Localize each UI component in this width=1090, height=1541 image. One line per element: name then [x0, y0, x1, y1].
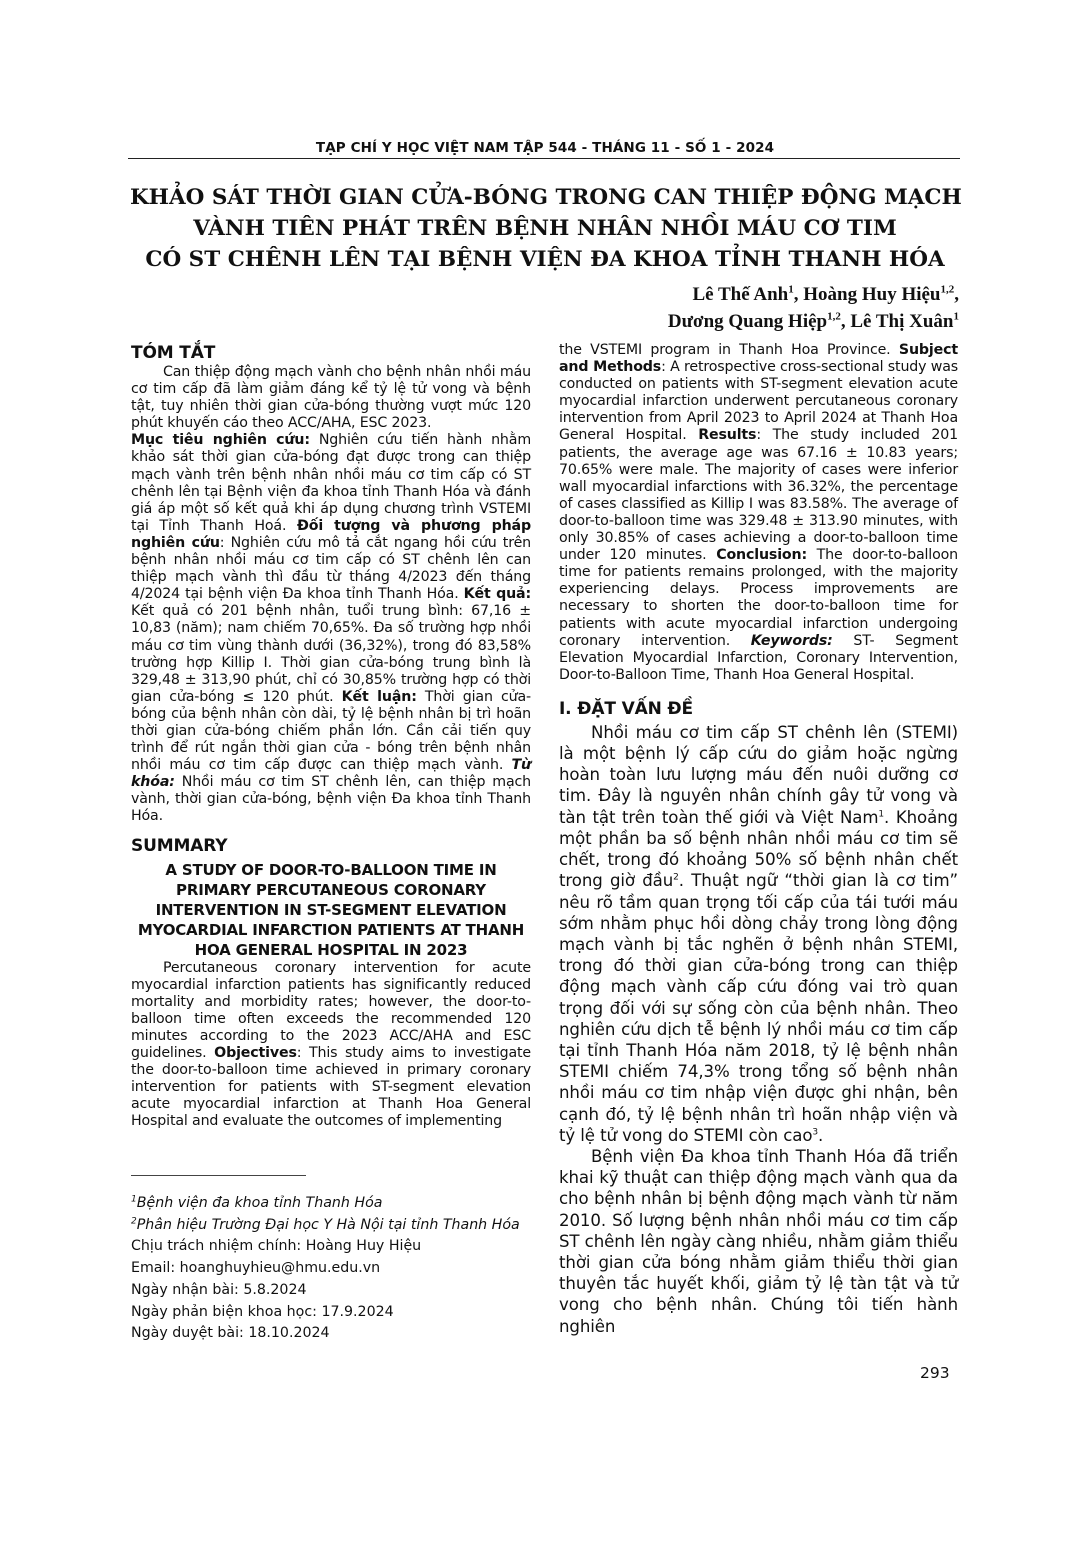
footnote-affiliation-2	[131, 1215, 531, 1237]
affiliation-marker: 1	[953, 310, 959, 323]
author-separator: ,	[793, 284, 804, 305]
objective-label: Mục tiêu nghiên cứu:	[131, 432, 310, 449]
footnote-affiliation-1	[131, 1193, 531, 1215]
page-number: 293	[920, 1364, 950, 1382]
abstract-vi-intro: Can thiệp động mạch vành cho bệnh nhân nhồi máu cơ tim cấp đã làm giảm đáng kể tỷ lệ tử vong và bệnh tật, tuy nhiên thời gian cửa-bóng thường vượt mức 120 phút khuyến cáo theo ACC/AHA, ESC 2023.	[131, 364, 531, 432]
methods-text: : A retrospective cross-sectional study was conducted on patients with ST-segment elevation acute myocardial infarction underwent percutaneous coronary intervention from April 2023 to April 2024 at Thanh Hoa General Hospital.	[559, 359, 959, 444]
citation-marker: 1	[878, 809, 885, 820]
left-column	[131, 342, 531, 1130]
author-separator: ,	[840, 311, 851, 332]
footnote-text: Phân hiệu Trường Đại học Y Hà Nội tại tỉnh Thanh Hóa	[136, 1216, 520, 1233]
author-name: Lê Thị Xuân	[850, 311, 954, 332]
author-list	[668, 281, 959, 335]
keywords-text: Nhồi máu cơ tim ST chênh lên, can thiệp mạch vành, thời gian cửa-bóng, bệnh viện Đa khoa tỉnh Thanh Hóa.	[131, 774, 531, 825]
intro-text: Nhồi máu cơ tim cấp ST chênh lên (STEMI) là một bệnh lý cấp cứu do giảm hoặc ngừng hoàn toàn lưu lượng máu đến nuôi dưỡng cơ tim. Đây là nguyên nhân chính gây tử vong và tàn tật trên toàn thế giới và Việt Nam	[559, 722, 958, 827]
affiliation-marker: 1	[788, 283, 794, 296]
objective-text: Nghiên cứu tiến hành nhằm khảo sát thời gian cửa-bóng đạt được trong can thiệp mạch vành trên bệnh nhân nhồi máu cơ tim cấp có ST chênh lên tại Bệnh viện đa khoa tỉnh Thanh Hóa và đánh giá áp một số kết quả khi áp dụng chương trình VSTEMI tại Tỉnh Thanh Hoá.	[131, 432, 531, 534]
objectives-label: Objectives	[214, 1045, 297, 1061]
footnote-text: Bệnh viện đa khoa tỉnh Thanh Hóa	[136, 1195, 383, 1211]
footnote-divider	[131, 1175, 306, 1176]
result-label: Kết quả:	[463, 586, 531, 603]
right-column	[559, 342, 958, 1337]
intro-text: . Khoảng một phần ba số bệnh nhân nhồi máu cơ tim sẽ chết, trong đó khoảng 50% số bệnh nhân chết trong giờ đầu	[559, 807, 958, 891]
affiliation-marker: 1,2	[827, 310, 841, 323]
title-line: CÓ ST CHÊNH LÊN TẠI BỆNH VIỆN ĐA KHOA TỈNH THANH HÓA	[145, 247, 945, 272]
result-text: Kết quả có 201 bệnh nhân, tuổi trung bình: 67,16 ± 10,83 (năm); nam chiếm 70,65%. Đa số trường hợp nhồi máu cơ tim vùng thành dưới (36,32%), trong đó 83,58% trường hợp Killip I. Thời gian cửa-bóng trung bình là 329,48 ± 313,90 phút, chỉ có 30,85% trường hợp có thời gian cửa-bóng ≤ 120 phút.	[131, 603, 531, 705]
date-accepted: Ngày duyệt bài: 18.10.2024	[131, 1325, 330, 1342]
summary-cont-text: the VSTEMI program in Thanh Hoa Province.	[559, 342, 899, 358]
footnote-marker: 2	[131, 1215, 137, 1226]
objectives-text: : This study aims to investigate the door-to-balloon time achieved in primary coronary intervention for patients with ST-segment elevation acute myocardial infarction at Thanh Hoa General Hospital and evaluate the outcomes of implementing	[131, 1045, 532, 1130]
methods-label: Subject and Methods	[559, 342, 958, 376]
email: Email: hoanghuyhieu@hmu.edu.vn	[131, 1260, 381, 1277]
article-title	[130, 182, 960, 275]
date-received: Ngày nhận bài: 5.8.2024	[131, 1281, 307, 1298]
intro-heading: I. ĐẶT VẤN ĐỀ	[559, 698, 693, 719]
summary-heading: SUMMARY	[131, 835, 228, 856]
keywords-label: Từ khóa:	[131, 757, 531, 791]
author-name: Hoàng Huy Hiệu	[803, 284, 941, 305]
intro-paragraph-1	[559, 722, 958, 1146]
summary-continued	[559, 342, 958, 684]
citation-marker: 3	[812, 1127, 819, 1138]
footnotes	[131, 1193, 531, 1345]
date-reviewed: Ngày phản biện khoa học: 17.9.2024	[131, 1303, 394, 1320]
results-text: : The study included 201 patients, the average age was 67.16 ± 10.83 years; 70.65% were male. The majority of cases were inferior wall myocardial infarctions with 36.32%, the percentage of cases classified as Killip I was 83.58%. The average of door-to-balloon time was 329.48 ± 313.90 minutes, with only 30.85% of cases achieving a door-to-balloon time under 120 minutes.	[559, 427, 958, 564]
author-name: Lê Thế Anh	[692, 284, 789, 305]
summary-intro-text: Percutaneous coronary intervention for acute myocardial infarction patients has significantly reduced mortality and morbidity rates; however, the door-to-balloon time often exceeds the recommended 120 minutes according to the 2023 ACC/AHA and ESC guidelines.	[131, 959, 531, 1061]
journal-header: TẠP CHÍ Y HỌC VIỆT NAM TẬP 544 - THÁNG 11 - SỐ 1 - 2024	[315, 140, 775, 156]
affiliation-marker: 1,2	[940, 283, 955, 296]
author-name: Dương Quang Hiệp	[667, 311, 828, 332]
method-text: : Nghiên cứu mô tả cắt ngang hồi cứu trên bệnh nhân nhồi máu cơ tim cấp có ST chênh lên can thiệp mạch vành thì đầu từ tháng 4/2023 đến tháng 4/2024 tại bệnh viện Đa khoa tỉnh Thanh Hóa.	[131, 534, 531, 603]
summary-title: A STUDY OF DOOR-TO-BALLOON TIME IN PRIMARY PERCUTANEOUS CORONARY INTERVENTION IN ST-SEGMENT ELEVATION MYOCARDIAL INFARCTION PATIENTS AT THANH HOA GENERAL HOSPITAL IN 2023	[137, 860, 525, 959]
intro-paragraph-2: Bệnh viện Đa khoa tỉnh Thanh Hóa đã triển khai kỹ thuật can thiệp động mạch vành qua da cho bệnh nhân bị bệnh động mạch vành từ năm 2010. Số lượng bệnh nhân nhồi máu cơ tim cấp ST chênh lên ngày càng nhiều, nhằm giảm thiểu thời gian cửa bóng nhằm giảm thiểu thời gian thuyên tắc huyết khối, giảm tỷ lệ tàn tật và tử vong cho bệnh nhân. Chúng tôi tiến hành nghiên	[559, 1146, 958, 1336]
title-line: KHẢO SÁT THỜI GIAN CỬA-BÓNG TRONG CAN THIỆP ĐỘNG MẠCH	[130, 185, 962, 210]
title-line: VÀNH TIÊN PHÁT TRÊN BỆNH NHÂN NHỒI MÁU CƠ TIM	[193, 216, 897, 241]
corresponding-author: Chịu trách nhiệm chính: Hoàng Huy Hiệu	[131, 1238, 422, 1255]
results-label: Results	[698, 427, 757, 444]
header-divider	[128, 158, 960, 159]
footnote-marker: 1	[131, 1194, 137, 1205]
summary-body	[131, 960, 531, 1131]
keywords-en-text: ST- Segment Elevation Myocardial Infarction, Coronary Intervention, Door-to-Balloon Time, Thanh Hoa General Hospital.	[559, 632, 958, 683]
conclusion-en-text: The door-to-balloon time for patients remains prolonged, with the majority experiencing delays. Process improvements are necessary to shorten the door-to-balloon time for patients with acute myocardial infarction undergoing coronary intervention.	[559, 547, 958, 649]
conclusion-en-label: Conclusion:	[716, 547, 807, 564]
method-label: Đối tượng và phương pháp nghiên cứu	[131, 517, 531, 551]
intro-text: . Thuật ngữ “thời gian là cơ tim” nêu rõ tầm quan trọng tối cấp của tái tưới máu sớm nhằm phục hồi dòng chảy trong lòng động mạch vành bị tắc nghẽn ở bệnh nhân STEMI, trong đó thời gian cửa-bóng trong can thiệp động mạch vành cấp cứu đóng vai trò quan trọng đối với sự sống còn của bệnh nhân. Theo nghiên cứu dịch tễ bệnh lý nhồi máu cơ tim cấp tại tỉnh Thanh Hóa năm 2018, tỷ lệ bệnh nhân STEMI chiếm 74,3% trong tổng số bệnh nhân nhồi máu cơ tim nhập viện được ghi nhận, bên cạnh đó, tỷ lệ bệnh nhân trì hoãn nhập viện và tỷ lệ tử vong do STEMI còn cao	[559, 871, 959, 1145]
conclusion-text: Thời gian cửa-bóng của bệnh nhân còn dài, tỷ lệ bệnh nhân bị trì hoãn thời gian cửa-bóng chiếm phần lớn. Cần cải tiến quy trình để rút ngắn thời gian cửa - bóng trên bệnh nhân nhồi máu cơ tim cấp được can thiệp mạch vành.	[131, 688, 531, 774]
citation-marker: 2	[673, 872, 679, 883]
conclusion-label: Kết luận:	[341, 688, 417, 705]
abstract-vi-heading: TÓM TẮT	[131, 343, 216, 363]
intro-text: .	[818, 1125, 824, 1145]
abstract-vi-body	[131, 432, 531, 825]
author-separator: ,	[954, 284, 959, 305]
keywords-en-label: Keywords:	[750, 632, 833, 649]
